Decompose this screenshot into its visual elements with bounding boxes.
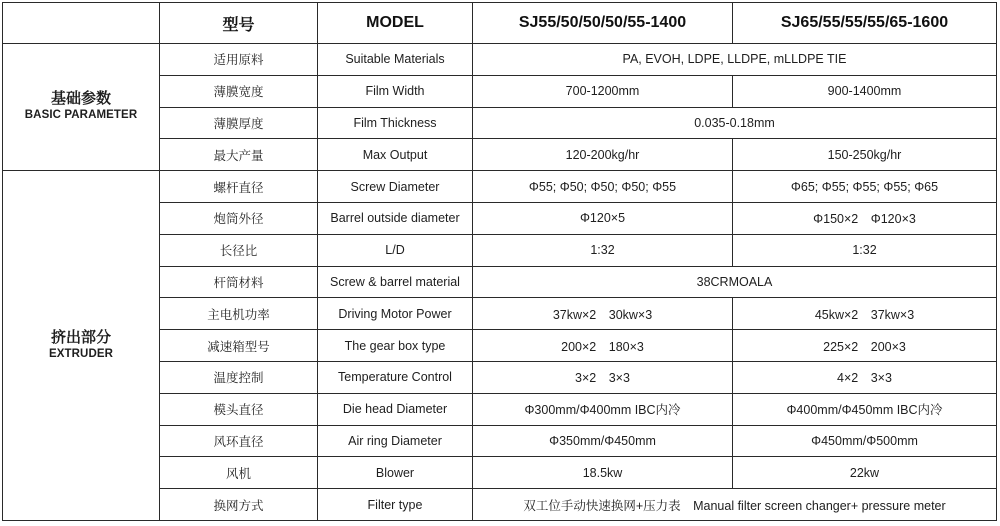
row-value-model-a: 37kw×2 30kw×3 — [473, 298, 733, 330]
row-label-en: Screw & barrel material — [318, 266, 473, 298]
row-value-model-a: 1:32 — [473, 234, 733, 266]
header-model-b: SJ65/55/55/55/65-1600 — [733, 3, 997, 44]
header-model-en: MODEL — [318, 3, 473, 44]
row-value-model-b: 150-250kg/hr — [733, 139, 997, 171]
header-row — [3, 3, 997, 44]
row-value-model-a: 120-200kg/hr — [473, 139, 733, 171]
section-extruder-cn: 挤出部分 — [50, 328, 111, 346]
row-value-model-b: Φ65; Φ55; Φ55; Φ55; Φ65 — [733, 171, 997, 203]
header-empty-cell — [3, 3, 160, 44]
row-value-model-b: 22kw — [733, 457, 997, 489]
header-model-cn: 型号 — [160, 3, 318, 44]
row-label-en: Suitable Materials — [318, 44, 473, 76]
section-basic-parameter — [3, 44, 160, 171]
row-label-cn: 风环直径 — [160, 425, 318, 457]
row-value-model-a: 700-1200mm — [473, 75, 733, 107]
row-value-merged: PA, EVOH, LDPE, LLDPE, mLLDPE TIE — [473, 44, 997, 76]
row-label-cn: 风机 — [160, 457, 318, 489]
row-value-model-a: Φ55; Φ50; Φ50; Φ50; Φ55 — [473, 171, 733, 203]
row-value-model-b: 225×2 200×3 — [733, 330, 997, 362]
table-row — [3, 44, 997, 76]
row-value-model-b: 4×2 3×3 — [733, 361, 997, 393]
section-extruder — [3, 171, 160, 521]
row-label-cn: 模头直径 — [160, 393, 318, 425]
row-label-cn: 薄膜宽度 — [160, 75, 318, 107]
row-value-model-a: Φ300mm/Φ400mm IBC内冷 — [473, 393, 733, 425]
row-label-en: Air ring Diameter — [318, 425, 473, 457]
section-basic-cn: 基础参数 — [50, 90, 111, 108]
row-value-model-b: Φ400mm/Φ450mm IBC内冷 — [733, 393, 997, 425]
row-value-merged: 38CRMOALA — [473, 266, 997, 298]
row-label-cn: 炮筒外径 — [160, 202, 318, 234]
row-label-cn: 长径比 — [160, 234, 318, 266]
row-value-model-b: Φ450mm/Φ500mm — [733, 425, 997, 457]
row-label-en: L/D — [318, 234, 473, 266]
row-label-en: Die head Diameter — [318, 393, 473, 425]
row-value-merged: 双工位手动快速换网+压力表 Manual filter screen changer+ pressure meter — [473, 489, 997, 521]
row-label-cn: 换网方式 — [160, 489, 318, 521]
table-row — [3, 171, 997, 203]
row-value-model-b: 45kw×2 37kw×3 — [733, 298, 997, 330]
row-label-cn: 杆筒材料 — [160, 266, 318, 298]
row-value-model-b: Φ150×2 Φ120×3 — [733, 202, 997, 234]
row-label-en: Film Thickness — [318, 107, 473, 139]
row-label-cn: 减速箱型号 — [160, 330, 318, 362]
row-label-cn: 螺杆直径 — [160, 171, 318, 203]
row-label-en: Max Output — [318, 139, 473, 171]
row-label-cn: 主电机功率 — [160, 298, 318, 330]
row-label-cn: 最大产量 — [160, 139, 318, 171]
row-label-en: Screw Diameter — [318, 171, 473, 203]
row-label-en: The gear box type — [318, 330, 473, 362]
row-label-en: Film Width — [318, 75, 473, 107]
row-value-model-a: 18.5kw — [473, 457, 733, 489]
spec-table — [2, 2, 997, 521]
row-value-model-a: 3×2 3×3 — [473, 361, 733, 393]
row-label-en: Temperature Control — [318, 361, 473, 393]
section-basic-en: BASIC PARAMETER — [24, 109, 138, 122]
row-value-model-a: Φ120×5 — [473, 202, 733, 234]
row-value-merged: 0.035-0.18mm — [473, 107, 997, 139]
row-label-cn: 适用原料 — [160, 44, 318, 76]
row-label-en: Driving Motor Power — [318, 298, 473, 330]
row-label-en: Blower — [318, 457, 473, 489]
row-value-model-a: 200×2 180×3 — [473, 330, 733, 362]
row-value-model-a: Φ350mm/Φ450mm — [473, 425, 733, 457]
section-extruder-en: EXTRUDER — [48, 347, 114, 360]
row-value-model-b: 900-1400mm — [733, 75, 997, 107]
row-label-cn: 薄膜厚度 — [160, 107, 318, 139]
row-label-en: Filter type — [318, 489, 473, 521]
row-label-cn: 温度控制 — [160, 361, 318, 393]
header-model-a: SJ55/50/50/50/55-1400 — [473, 3, 733, 44]
row-value-model-b: 1:32 — [733, 234, 997, 266]
row-label-en: Barrel outside diameter — [318, 202, 473, 234]
